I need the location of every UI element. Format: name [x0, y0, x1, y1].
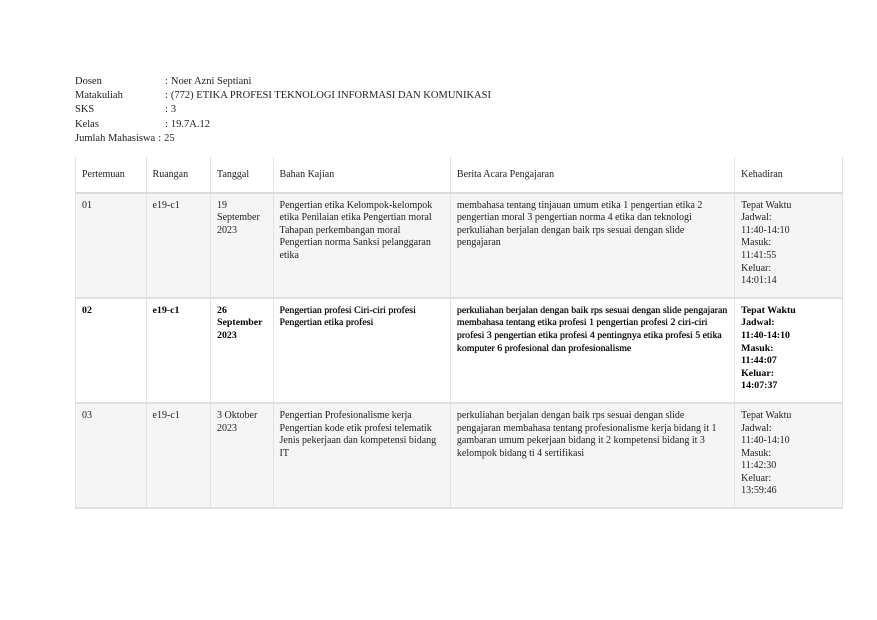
dosen-row	[75, 75, 491, 89]
cell-kehadiran	[735, 193, 843, 298]
separator: :	[165, 90, 168, 102]
header-tanggal: Tanggal	[211, 157, 273, 193]
sks-label: SKS	[75, 104, 95, 116]
cell-ruangan: e19-c1	[146, 298, 211, 403]
header-berita-acara: Berita Acara Pengajaran	[450, 157, 734, 193]
kelas-row	[75, 118, 491, 132]
cell-tanggal: 26 September 2023	[211, 298, 273, 403]
separator: :	[165, 118, 168, 130]
attendance-table	[75, 157, 843, 509]
separator: :	[165, 76, 168, 87]
masuk-value: 11:42:30	[741, 460, 777, 472]
status-text: Tepat Waktu	[741, 304, 796, 316]
jadwal-label: Jadwal:	[741, 212, 772, 224]
kelas-label: Kelas	[75, 118, 99, 130]
keluar-value: 14:01:14	[741, 275, 777, 287]
cell-kehadiran	[735, 403, 843, 508]
table-row	[76, 403, 843, 508]
dosen-value: Noer Azni Septiani	[170, 76, 252, 87]
header-pertemuan: Pertemuan	[76, 157, 147, 193]
cell-tanggal: 19 September 2023	[211, 193, 273, 298]
table-header-row	[76, 157, 843, 193]
sks-row	[75, 103, 491, 117]
cell-pertemuan: 01	[76, 193, 147, 298]
cell-berita-acara: perkuliahan berjalan dengan baik rps sesuai dengan slide pengajaran membahasa tentang etika profesi 1 pengertian profesi 2 ciri-ciri profesi 3 pengertian etika profesi 4 pentingnya etika profesi 5 etika komputer 6 profesional dan profesionalisme	[450, 298, 734, 403]
cell-tanggal: 3 Oktober 2023	[211, 403, 273, 508]
keluar-label: Keluar:	[741, 472, 772, 484]
jumlah-value: 25	[164, 132, 175, 144]
jadwal-label: Jadwal:	[741, 422, 772, 434]
separator: :	[165, 104, 168, 116]
header-bahan-kajian: Bahan Kajian	[273, 157, 450, 193]
matakuliah-label: Matakuliah	[75, 90, 123, 102]
keluar-label: Keluar:	[741, 367, 775, 379]
dosen-label: Dosen	[75, 76, 102, 87]
header-ruangan: Ruangan	[146, 157, 211, 193]
kelas-value: 19.7A.12	[170, 118, 211, 130]
keluar-label: Keluar:	[741, 262, 772, 274]
matakuliah-value: (772) ETIKA PROFESI TEKNOLOGI INFORMASI DAN KOMUNIKASI	[170, 90, 491, 102]
table-row	[76, 298, 843, 403]
separator: :	[158, 132, 162, 144]
jadwal-value: 11:40-14:10	[741, 435, 790, 447]
cell-bahan-kajian: Pengertian profesi Ciri-ciri profesi Pengertian etika profesi	[273, 298, 450, 403]
cell-ruangan: e19-c1	[146, 403, 211, 508]
masuk-label: Masuk:	[741, 447, 772, 459]
jadwal-value: 11:40-14:10	[741, 329, 790, 341]
masuk-value: 11:44:07	[741, 355, 777, 367]
jumlah-label: Jumlah Mahasiswa	[75, 132, 156, 144]
keluar-value: 13:59:46	[741, 485, 777, 497]
table-row	[76, 193, 843, 298]
course-info	[75, 75, 491, 146]
cell-pertemuan: 02	[76, 298, 147, 403]
status-text: Tepat Waktu	[741, 409, 792, 421]
cell-kehadiran	[735, 298, 843, 403]
masuk-label: Masuk:	[741, 342, 774, 354]
cell-berita-acara: perkuliahan berjalan dengan baik rps sesuai dengan slide pengajaran membahasa tentang profesionalisme kerja bidang it 1 gambaran umum pekerjaan bidang it 2 kompetensi bidang it 3 kelompok bidang ti 4 sertifikasi	[450, 403, 734, 508]
header-kehadiran: Kehadiran	[735, 157, 843, 193]
masuk-value: 11:41:55	[741, 249, 777, 261]
cell-ruangan: e19-c1	[146, 193, 211, 298]
jadwal-value: 11:40-14:10	[741, 224, 790, 236]
status-text: Tepat Waktu	[741, 199, 792, 211]
jumlah-row	[75, 132, 491, 146]
cell-bahan-kajian: Pengertian Profesionalisme kerja Pengertian kode etik profesi telematik Jenis pekerjaan dan kompetensi bidang IT	[273, 403, 450, 508]
masuk-label: Masuk:	[741, 237, 772, 249]
cell-bahan-kajian: Pengertian etika Kelompok-kelompok etika Penilaian etika Pengertian moral Tahapan perkembangan moral Pengertian norma Sanksi pelanggaran etika	[273, 193, 450, 298]
sks-value: 3	[170, 104, 177, 116]
jadwal-label: Jadwal:	[741, 317, 775, 329]
cell-berita-acara: membahasa tentang tinjauan umum etika 1 pengertian etika 2 pengertian moral 3 pengertian norma 4 etika dan teknologi perkuliahan berjalan dengan baik rps sesuai dengan slide pengajaran	[450, 193, 734, 298]
cell-pertemuan: 03	[76, 403, 147, 508]
keluar-value: 14:07:37	[741, 380, 778, 392]
matakuliah-row	[75, 89, 491, 103]
